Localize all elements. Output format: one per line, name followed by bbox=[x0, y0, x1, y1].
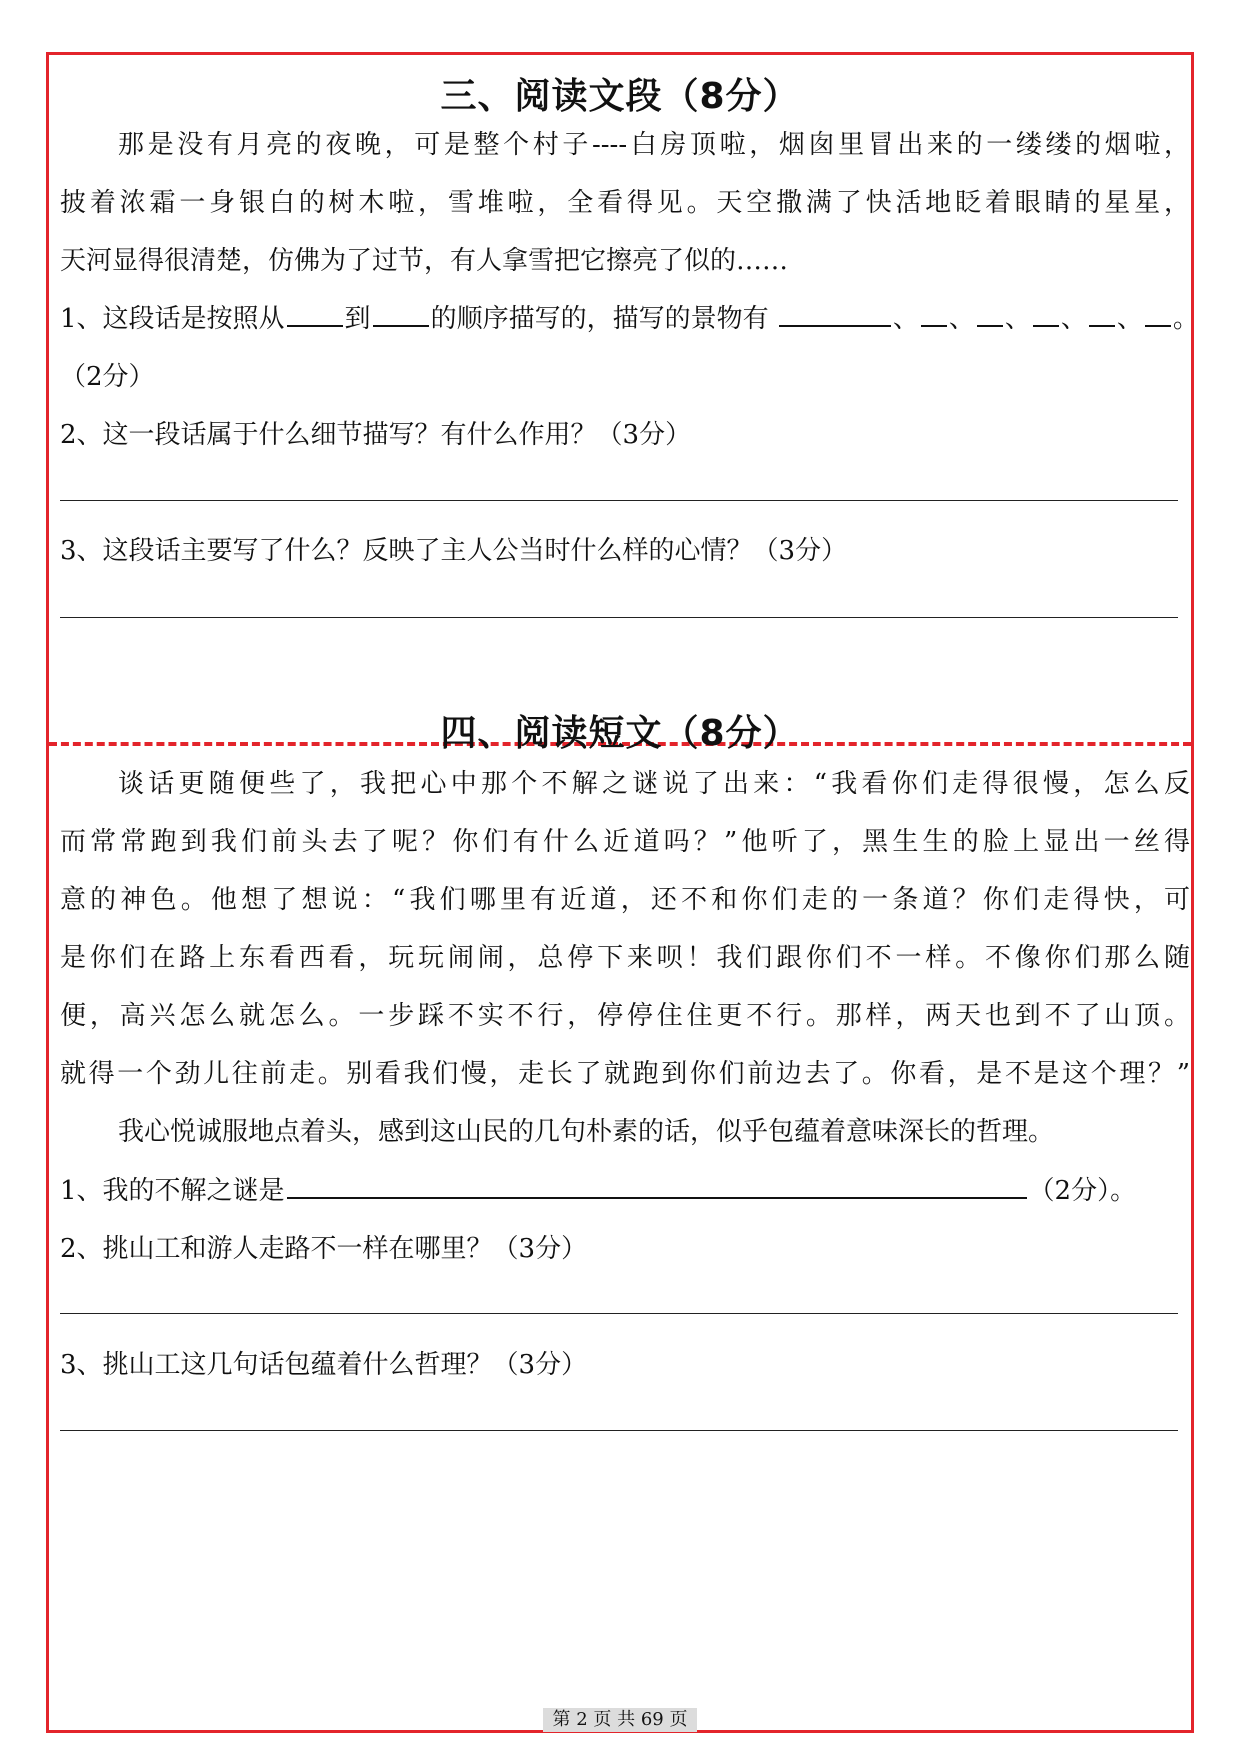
blank-from[interactable] bbox=[287, 324, 343, 327]
blank-mystery[interactable] bbox=[287, 1196, 1027, 1199]
section4-passage-line-6: 就得一个劲儿往前走。别看我们慢，走长了就跑到你们前边去了。你看，是不是这个理？” bbox=[60, 1059, 1190, 1089]
section3-passage-line-3: 天河显得很清楚，仿佛为了过节，有人拿雪把它擦亮了似的…… bbox=[60, 246, 789, 276]
sep: 、 bbox=[1004, 304, 1031, 334]
section4-question-3: 3、挑山工这几句话包蕴着什么哲理？（3分） bbox=[60, 1350, 588, 1380]
blank-scenery-1[interactable] bbox=[779, 324, 891, 327]
section4-passage-line-5: 便，高兴怎么就怎么。一步踩不实不行，停停住住更不行。那样，两天也到不了山顶。 bbox=[60, 1001, 1190, 1031]
s4-q1-score: （2分）。 bbox=[1028, 1176, 1137, 1206]
section4-passage-line-7: 我心悦诚服地点着头，感到这山民的几句朴素的话，似乎包蕴着意味深长的哲理。 bbox=[118, 1117, 1055, 1147]
section3-question-1-score: （2分） bbox=[60, 362, 155, 392]
answer-line-s4-q2[interactable] bbox=[60, 1313, 1178, 1314]
section4-question-2: 2、挑山工和游人走路不一样在哪里？（3分） bbox=[60, 1234, 588, 1264]
page-number: 第 2 页 共 69 页 bbox=[543, 1708, 697, 1732]
sep: 、 bbox=[1116, 304, 1143, 334]
section3-title: 三、阅读文段（8分） bbox=[440, 76, 800, 117]
section4-title: 四、阅读短文（8分） bbox=[440, 713, 800, 754]
sep: 、 bbox=[948, 304, 975, 334]
section3-question-2: 2、这一段话属于什么细节描写？有什么作用？（3分） bbox=[60, 420, 692, 450]
section3-passage-line-2: 披着浓霜一身银白的树木啦，雪堆啦，全看得见。天空撒满了快活地眨着眼睛的星星， bbox=[60, 188, 1190, 218]
q1-text-b: 到 bbox=[344, 304, 371, 334]
q1-end: 。 bbox=[1172, 304, 1199, 334]
section4-passage-line-4: 是你们在路上东看西看，玩玩闹闹，总停下来呗！我们跟你们不一样。不像你们那么随 bbox=[60, 943, 1190, 973]
section4-passage-line-3: 意的神色。他想了想说：“我们哪里有近道，还不和你们走的一条道？你们走得快，可 bbox=[60, 885, 1190, 915]
blank-scenery-2[interactable] bbox=[921, 324, 947, 327]
blank-scenery-5[interactable] bbox=[1089, 324, 1115, 327]
section3-question-1 bbox=[60, 298, 1199, 335]
s4-q1-text: 1、我的不解之谜是 bbox=[60, 1176, 285, 1206]
sep: 、 bbox=[892, 304, 919, 334]
blank-scenery-3[interactable] bbox=[977, 324, 1003, 327]
section3-question-3: 3、这段话主要写了什么？反映了主人公当时什么样的心情？（3分） bbox=[60, 536, 848, 566]
blank-scenery-4[interactable] bbox=[1033, 324, 1059, 327]
blank-to[interactable] bbox=[373, 324, 429, 327]
blank-scenery-6[interactable] bbox=[1145, 324, 1171, 327]
section4-passage-line-2: 而常常跑到我们前头去了呢？你们有什么近道吗？”他听了，黑生生的脸上显出一丝得 bbox=[60, 827, 1190, 857]
q1-text-a: 1、这段话是按照从 bbox=[60, 304, 285, 334]
section4-passage-line-1: 谈话更随便些了，我把心中那个不解之谜说了出来：“我看你们走得很慢，怎么反 bbox=[118, 769, 1190, 799]
section3-passage-line-1: 那是没有月亮的夜晚，可是整个村子----白房顶啦，烟囱里冒出来的一缕缕的烟啦， bbox=[118, 130, 1190, 160]
sep: 、 bbox=[1060, 304, 1087, 334]
answer-line-s3-q2[interactable] bbox=[60, 500, 1178, 501]
answer-line-s3-q3[interactable] bbox=[60, 617, 1178, 618]
section4-question-1 bbox=[60, 1170, 1190, 1207]
answer-line-s4-q3[interactable] bbox=[60, 1430, 1178, 1431]
q1-text-c: 的顺序描写的，描写的景物有 bbox=[430, 304, 769, 334]
